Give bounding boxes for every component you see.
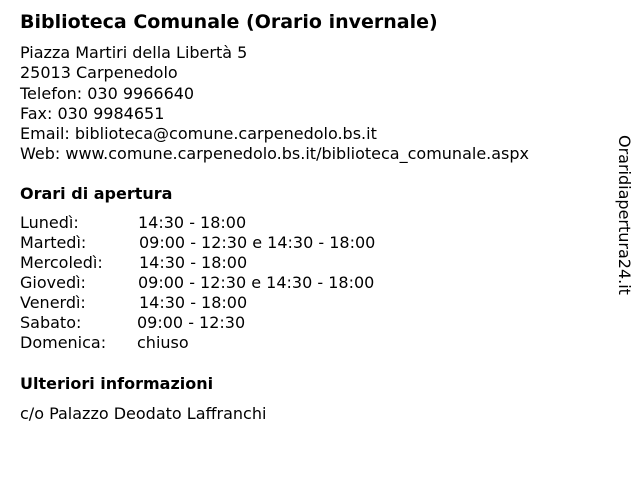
- city-line: 25013 Carpenedolo: [20, 63, 178, 83]
- hours-day: Lunedì:: [20, 213, 79, 232]
- info-text: c/o Palazzo Deodato Laffranchi: [20, 404, 267, 423]
- hours-time: 09:00 - 12:30: [137, 313, 246, 332]
- hours-day: Sabato:: [20, 313, 82, 332]
- side-brand-label: Oraridiapertura24.it: [615, 135, 634, 295]
- phone-line: Telefon: 030 9966640: [20, 83, 195, 103]
- hours-time: chiuso: [137, 333, 189, 352]
- fax-line: Fax: 030 9984651: [20, 103, 165, 123]
- hours-day: Giovedì:: [20, 273, 86, 292]
- hours-day: Martedì:: [20, 233, 87, 252]
- hours-time: 14:30 - 18:00: [139, 293, 248, 312]
- page-title: Biblioteca Comunale (Orario invernale): [20, 11, 438, 33]
- hours-time: 14:30 - 18:00: [139, 253, 248, 272]
- hours-day: Venerdì:: [20, 293, 86, 312]
- info-heading: Ulteriori informazioni: [20, 374, 214, 393]
- address-line: Piazza Martiri della Libertà 5: [20, 43, 248, 62]
- hours-day: Mercoledì:: [20, 253, 103, 272]
- email-line: Email: biblioteca@comune.carpenedolo.bs.it: [20, 124, 377, 144]
- hours-heading: Orari di apertura: [20, 184, 173, 203]
- hours-time: 14:30 - 18:00: [138, 213, 247, 232]
- contact-block: [20, 43, 529, 165]
- hours-day: Domenica:: [20, 333, 107, 352]
- hours-time: 09:00 - 12:30 e 14:30 - 18:00: [138, 273, 375, 292]
- hours-time: 09:00 - 12:30 e 14:30 - 18:00: [139, 233, 376, 252]
- web-line: Web: www.comune.carpenedolo.bs.it/biblioteca_comunale.aspx: [20, 144, 530, 164]
